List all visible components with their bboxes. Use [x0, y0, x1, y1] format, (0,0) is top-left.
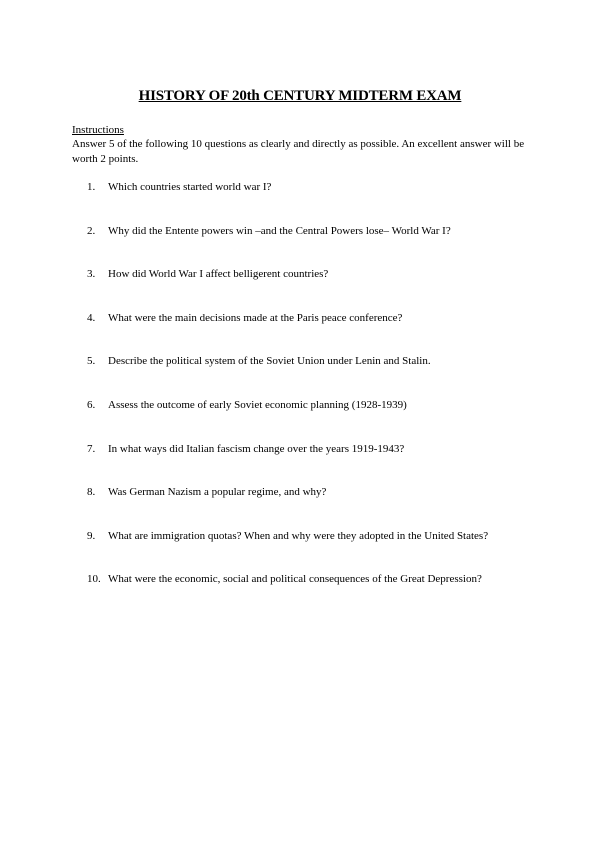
question-item — [72, 180, 552, 224]
question-text: Was German Nazism a popular regime, and why? — [108, 486, 327, 499]
question-item — [72, 442, 552, 486]
question-number: 10. — [87, 573, 101, 586]
question-text: Assess the outcome of early Soviet economic planning (1928-1939) — [108, 398, 407, 411]
question-text: In what ways did Italian fascism change over the years 1919-1943? — [108, 442, 405, 455]
question-number: 8. — [87, 486, 96, 499]
question-item — [72, 354, 552, 398]
question-item — [72, 267, 552, 311]
question-item — [72, 529, 552, 573]
question-text: How did World War I affect belligerent countries? — [108, 268, 329, 281]
question-text: Describe the political system of the Soviet Union under Lenin and Stalin. — [108, 355, 431, 368]
question-text: What were the economic, social and political consequences of the Great Depression? — [108, 573, 482, 586]
question-list — [72, 180, 552, 616]
question-number: 5. — [87, 355, 96, 368]
question-text: What are immigration quotas? When and why were they adopted in the United States? — [108, 529, 489, 542]
question-item — [72, 311, 552, 355]
question-number: 2. — [87, 224, 96, 237]
exam-title: HISTORY OF 20th CENTURY MIDTERM EXAM — [138, 88, 462, 104]
question-text: Why did the Entente powers win –and the Central Powers lose– World War I? — [108, 224, 451, 237]
question-item — [72, 485, 552, 529]
question-number: 4. — [87, 311, 96, 324]
instructions-text: Answer 5 of the following 10 questions as clearly and directly as possible. An excellent answer will be worth 2 points. — [72, 138, 525, 165]
question-item — [72, 224, 552, 268]
question-number: 9. — [87, 529, 96, 542]
question-item — [72, 572, 552, 616]
question-number: 6. — [87, 398, 96, 411]
instructions-heading: Instructions — [72, 124, 124, 136]
question-number: 3. — [87, 268, 96, 281]
question-text: Which countries started world war I? — [108, 181, 272, 193]
question-text: What were the main decisions made at the Paris peace conference? — [108, 311, 403, 324]
question-item — [72, 398, 552, 442]
question-number: 1. — [87, 181, 96, 193]
question-number: 7. — [87, 442, 96, 455]
